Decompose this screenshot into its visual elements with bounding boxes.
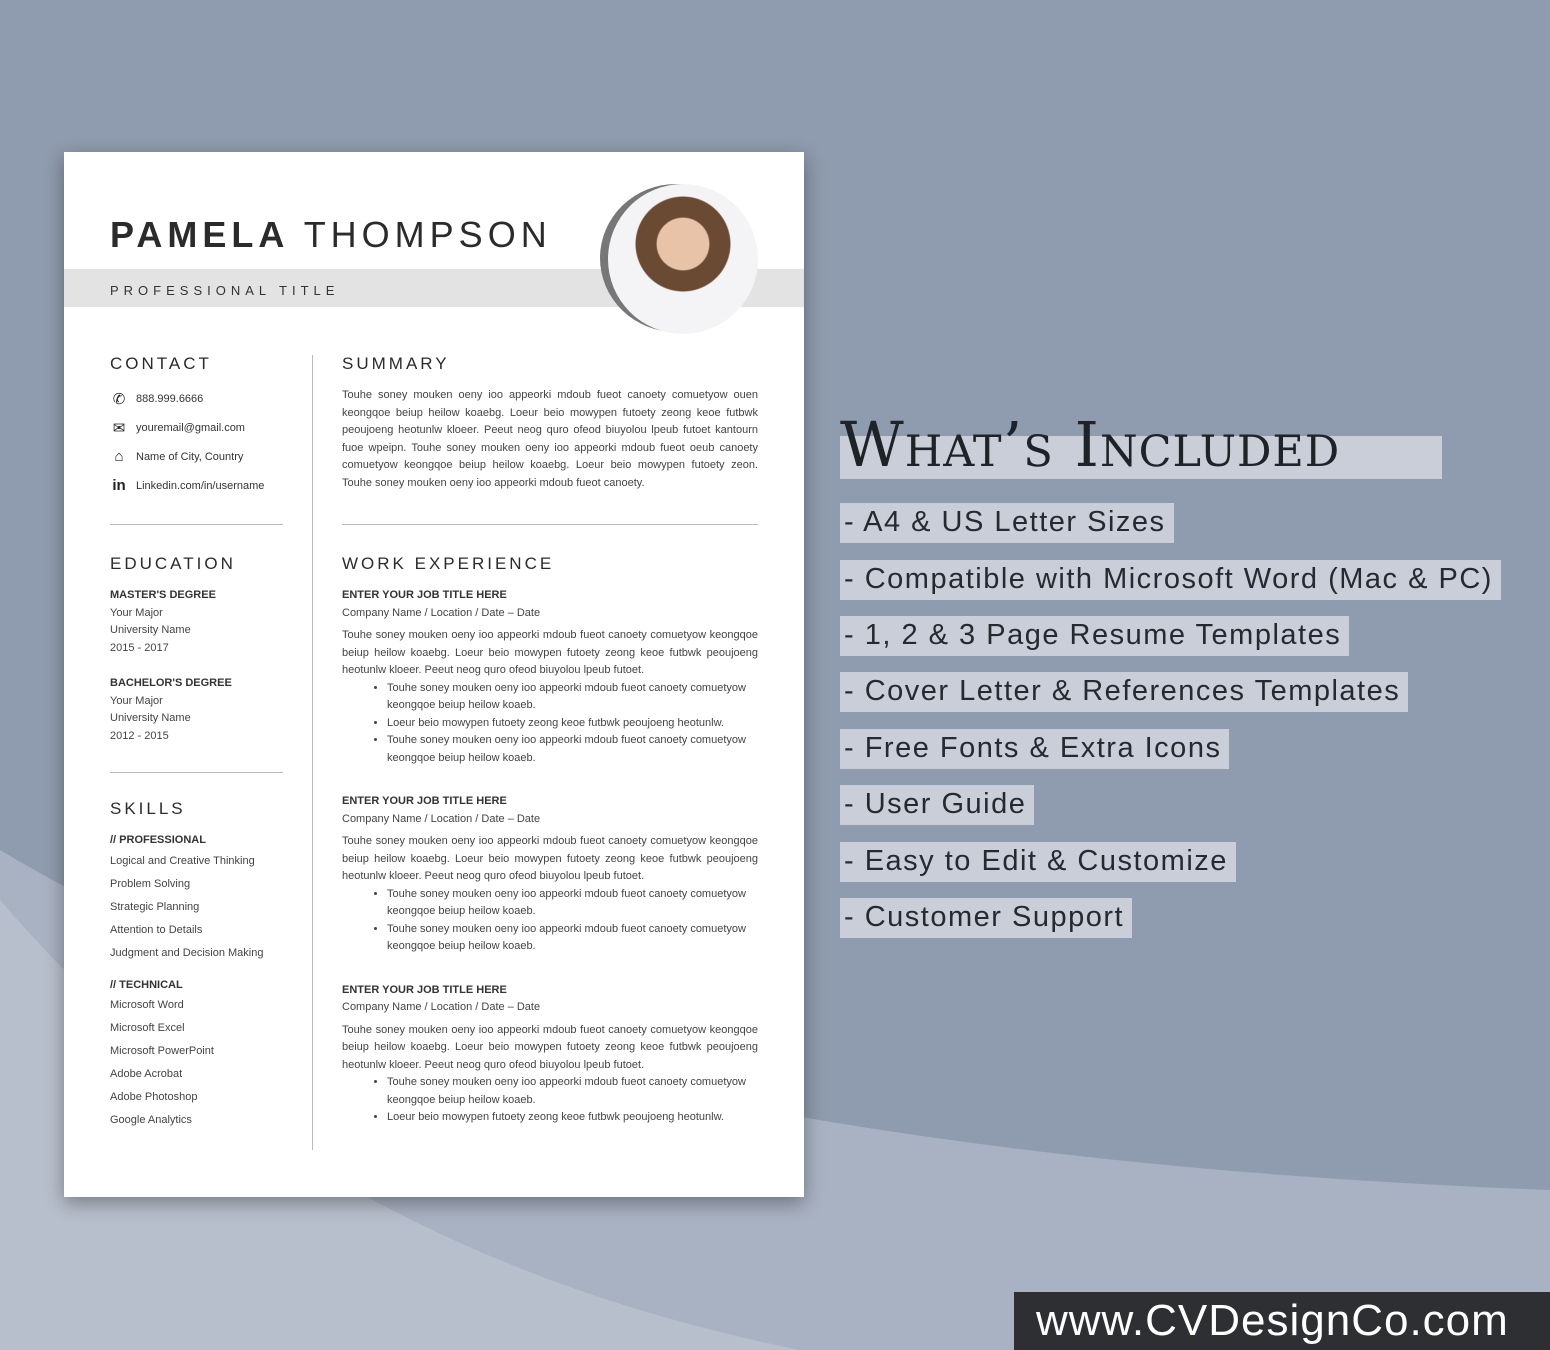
divider (342, 524, 758, 525)
bullet-item: • Touhe soney mouken oeny ioo appeorki mdoub fueot canoety comuetyow keongqoe beiup heilow koaeb. (387, 732, 758, 767)
summary-text: Touhe soney mouken oeny ioo appeorki mdoub fueot canoety comuetyow ouen keongqoe beiup heilow koaebg. Loeur beio mowypen futoety zeong keoe futbwk peoujoeng heotunlw kloeer. Peeut neog quro ofeod biuyolou lpeub futoet kantourn fuoe wpeipn. Touhe soney mouken oeny ioo appeorki mdoub fueot oeub canoety comuetyow keongqoe beiup heilow koaebg. Loeur beio mowypen futoety zeon. Touhe soney mouken oeny ioo appeorki mdoub fueot canoety. (342, 389, 758, 489)
job-meta: Company Name / Location / Date – Date (342, 606, 541, 619)
skill-item: Google Analytics (110, 1114, 192, 1126)
bullet-item: • Touhe soney mouken oeny ioo appeorki mdoub fueot canoety comuetyow keongqoe beiup heilow koaeb. (387, 1074, 758, 1109)
major: Your Major (110, 606, 163, 619)
first-name: PAMELA (110, 214, 290, 255)
linkedin-text: Linkedin.com/in/username (136, 479, 265, 492)
contact-location (110, 448, 243, 465)
contact-email (110, 419, 245, 437)
profile-photo (608, 184, 758, 334)
job-entry (342, 982, 758, 1127)
column-divider (312, 355, 313, 1150)
years: 2015 - 2017 (110, 641, 169, 654)
job-bullets (342, 680, 758, 768)
years: 2012 - 2015 (110, 729, 169, 742)
work-experience-list (342, 587, 758, 1153)
degree: MASTER'S DEGREE (110, 589, 216, 601)
work-heading: WORK EXPERIENCE (342, 554, 555, 573)
skill-item: Microsoft Word (110, 999, 184, 1011)
job-bullets (342, 1074, 758, 1127)
job-description: Touhe soney mouken oeny ioo appeorki mdoub fueot canoety comuetyow keongqoe beiup heilow koaebg. Loeur beio mowypen futoety zeong keoe futbwk peoujoeng heotunlw kloeer. Peeut neog quro ofeod biuyolou lpeub futoet. (342, 835, 758, 882)
skill-item: Adobe Photoshop (110, 1091, 198, 1103)
job-bullets (342, 886, 758, 956)
skill-item: Microsoft Excel (110, 1022, 185, 1034)
school: University Name (110, 624, 191, 636)
linkedin-icon: in (112, 477, 126, 494)
contact-phone (110, 390, 203, 408)
feature-item: - User Guide (840, 785, 1034, 825)
job-entry (342, 587, 758, 767)
education-item (110, 587, 290, 657)
last-name: THOMPSON (303, 214, 552, 255)
resume-name (110, 214, 552, 256)
feature-item: - Compatible with Microsoft Word (Mac & PC) (840, 560, 1501, 600)
bullet-item: • Loeur beio mowypen futoety zeong keoe futbwk peoujoeng heotunlw. (387, 1109, 758, 1127)
job-title: ENTER YOUR JOB TITLE HERE (342, 795, 507, 807)
divider (110, 524, 283, 525)
skill-item: Microsoft PowerPoint (110, 1045, 214, 1057)
job-entry (342, 793, 758, 956)
contact-heading: CONTACT (110, 354, 212, 373)
job-meta: Company Name / Location / Date – Date (342, 1001, 541, 1013)
job-description: Touhe soney mouken oeny ioo appeorki mdoub fueot canoety comuetyow keongqoe beiup heilow koaebg. Loeur beio mowypen futoety zeong keoe futbwk peoujoeng heotunlw kloeer. Peeut neog quro ofeod biuyolou lpeub futoet. (342, 629, 758, 676)
skills-heading: SKILLS (110, 799, 186, 818)
feature-item: - Free Fonts & Extra Icons (840, 729, 1229, 769)
skill-item: Strategic Planning (110, 900, 200, 913)
skill-item: Judgment and Decision Making (110, 946, 264, 959)
website-banner: www.CVDesignCo.com (1014, 1292, 1550, 1350)
job-title: ENTER YOUR JOB TITLE HERE (342, 589, 507, 601)
home-icon: ⌂ (114, 448, 124, 465)
school: University Name (110, 712, 191, 724)
feature-item: - Customer Support (840, 898, 1132, 938)
summary-heading: SUMMARY (342, 354, 450, 373)
job-meta: Company Name / Location / Date – Date (342, 812, 541, 825)
whats-included-heading: What’s Included (840, 408, 1341, 481)
bullet-item: • Loeur beio mowypen futoety zeong keoe futbwk peoujoeng heotunlw. (387, 715, 758, 733)
feature-item: - 1, 2 & 3 Page Resume Templates (840, 616, 1349, 656)
skill-item: Adobe Acrobat (110, 1068, 183, 1080)
bullet-item: • Touhe soney mouken oeny ioo appeorki mdoub fueot canoety comuetyow keongqoe beiup heilow koaeb. (387, 680, 758, 715)
education-item (110, 675, 290, 745)
professional-skills (110, 850, 290, 965)
resume-page (64, 152, 804, 1197)
envelope-icon: ✉ (112, 420, 126, 437)
phone-text: 888.999.6666 (136, 393, 204, 405)
degree: BACHELOR'S DEGREE (110, 677, 232, 689)
skill-item: Logical and Creative Thinking (110, 854, 255, 867)
feature-item: - Cover Letter & References Templates (840, 672, 1408, 712)
technical-skills-label: // TECHNICAL (110, 978, 183, 991)
feature-item: - A4 & US Letter Sizes (840, 503, 1174, 543)
skill-item: Problem Solving (110, 877, 191, 890)
education-heading: EDUCATION (110, 554, 236, 573)
bullet-item: • Touhe soney mouken oeny ioo appeorki mdoub fueot canoety comuetyow keongqoe beiup heilow koaeb. (387, 886, 758, 921)
job-description: Touhe soney mouken oeny ioo appeorki mdoub fueot canoety comuetyow keongqoe beiup heilow koaebg. Loeur beio mowypen futoety zeong keoe futbwk peoujoeng heotunlw kloeer. Peeut neog quro ofeod biuyolou lpeub futoet. (342, 1023, 758, 1071)
email-text: youremail@gmail.com (136, 422, 245, 434)
divider (110, 772, 283, 773)
professional-title: PROFESSIONAL TITLE (110, 283, 340, 298)
bullet-item: • Touhe soney mouken oeny ioo appeorki mdoub fueot canoety comuetyow keongqoe beiup heilow koaeb. (387, 921, 758, 956)
job-title: ENTER YOUR JOB TITLE HERE (342, 983, 507, 996)
major: Your Major (110, 694, 163, 707)
technical-skills (110, 994, 290, 1132)
skill-item: Attention to Details (110, 923, 203, 936)
contact-linkedin (110, 477, 264, 494)
professional-skills-label: // PROFESSIONAL (110, 834, 206, 846)
location-text: Name of City, Country (136, 450, 244, 463)
phone-icon: ✆ (112, 391, 126, 408)
education-list (110, 587, 290, 745)
skills-list (110, 832, 290, 1132)
feature-item: - Easy to Edit & Customize (840, 842, 1236, 882)
